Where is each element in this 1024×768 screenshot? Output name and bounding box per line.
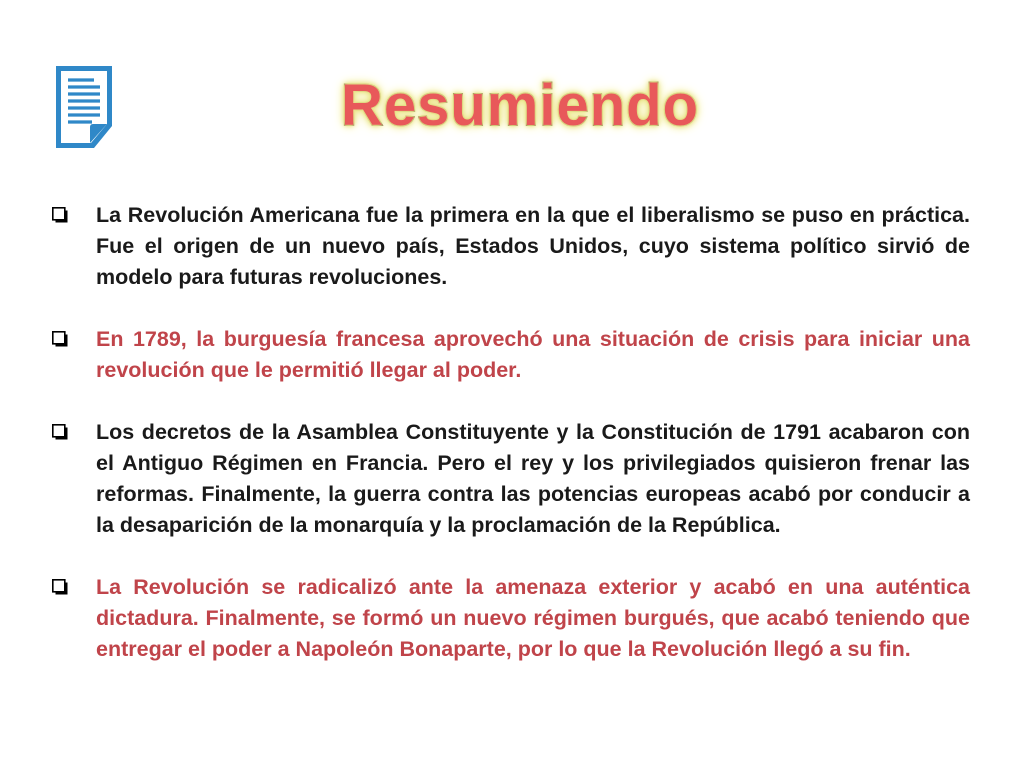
slide-title: Resumiendo — [340, 73, 700, 138]
bullet-list — [52, 200, 970, 665]
bullet-item — [52, 572, 970, 665]
bullet-text: La Revolución se radicalizó ante la amenaza exterior y acabó en una auténtica dictadura. Finalmente, se formó un nuevo régimen burgués, que acabó teniendo que entregar el poder a Napoleón Bonaparte, por lo que la Revolución llegó a su fin. — [96, 575, 970, 661]
bullet-item — [52, 200, 970, 293]
bullet-text: Los decretos de la Asamblea Constituyente y la Constitución de 1791 acabaron con el Antiguo Régimen en Francia. Pero el rey y los privilegiados quisieron frenar las reformas. Finalmente, la guerra contra las potencias europeas acabó por conducir a la desaparición de la monarquía y la proclamación de la República. — [96, 420, 970, 537]
bullet-item — [52, 324, 970, 386]
bullet-item — [52, 417, 970, 541]
bullet-text: En 1789, la burguesía francesa aprovechó una situación de crisis para iniciar una revolución que le permitió llegar al poder. — [96, 327, 970, 382]
checkbox-bullet-icon — [52, 331, 69, 348]
checkbox-bullet-icon — [52, 579, 69, 596]
bullet-text: La Revolución Americana fue la primera en la que el liberalismo se puso en práctica. Fue el origen de un nuevo país, Estados Unidos, cuyo sistema político sirvió de modelo para futuras revoluciones. — [96, 203, 970, 289]
checkbox-bullet-icon — [52, 207, 69, 224]
checkbox-bullet-icon — [52, 424, 69, 441]
